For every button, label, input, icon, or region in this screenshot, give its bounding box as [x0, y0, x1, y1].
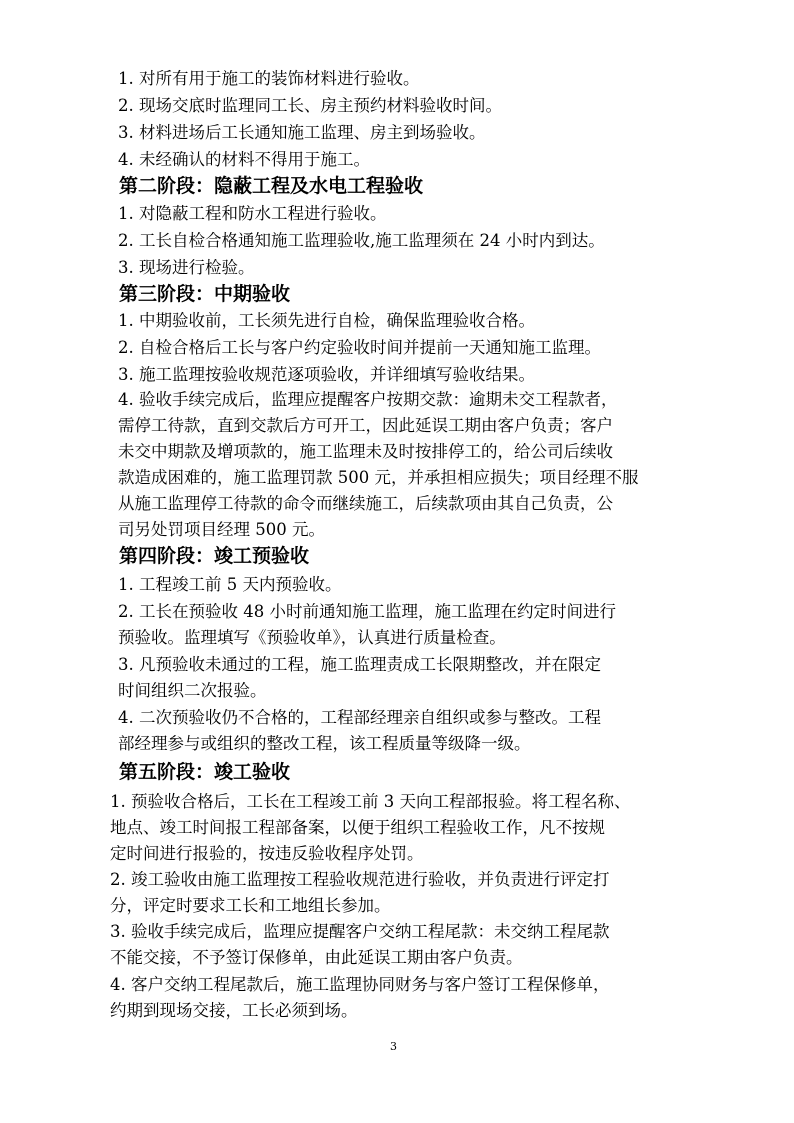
- list-item: 2. 工长在预验收 48 小时前通知施工监理，施工监理在约定时间进行: [118, 602, 616, 621]
- list-item: 2. 自检合格后工长与客户约定验收时间并提前一天通知施工监理。: [118, 338, 601, 357]
- paragraph-line: 约期到现场交接，工长必须到场。: [110, 1001, 358, 1020]
- paragraph-line: 定时间进行报验的，按违反验收程序处罚。: [110, 844, 424, 863]
- list-item: 1. 中期验收前，工长须先进行自检，确保监理验收合格。: [118, 311, 535, 330]
- list-item: 4. 二次预验收仍不合格的，工程部经理亲自组织或参与整改。工程: [118, 708, 601, 727]
- paragraph-line: 部经理参与或组织的整改工程，该工程质量等级降一级。: [118, 734, 531, 753]
- section-heading-stage3: 第三阶段：中期验收: [119, 283, 291, 305]
- list-item: 2. 竣工验收由施工监理按工程验收规范进行验收，并负责进行评定打: [110, 870, 610, 889]
- paragraph-line: 时间组织二次报验。: [118, 681, 267, 700]
- page-number: 3: [390, 1040, 397, 1053]
- list-item: 4. 客户交纳工程尾款后，施工监理协同财务与客户签订工程保修单，: [110, 975, 610, 994]
- list-item: 3. 施工监理按验收规范逐项验收，并详细填写验收结果。: [118, 365, 535, 384]
- paragraph-line: 需停工待款，直到交款后方可开工，因此延误工期由客户负责；客户: [118, 416, 613, 435]
- paragraph-line: 分，评定时要求工长和工地组长参加。: [110, 896, 391, 915]
- paragraph-line: 款造成困难的，施工监理罚款 500 元，并承担相应损失；项目经理不服: [118, 468, 639, 487]
- section-heading-stage2: 第二阶段：隐蔽工程及水电工程验收: [119, 175, 424, 197]
- paragraph-line: 从施工监理停工待款的命令而继续施工，后续款项由其自己负责，公: [118, 494, 613, 513]
- list-item: 2. 工长自检合格通知施工监理验收,施工监理须在 24 小时内到达。: [118, 231, 605, 250]
- section-heading-stage5: 第五阶段：竣工验收: [119, 761, 291, 783]
- paragraph-line: 不能交接，不予签订保修单，由此延误工期由客户负责。: [110, 948, 523, 967]
- list-item: 3. 现场进行检验。: [118, 258, 255, 277]
- list-item: 2. 现场交底时监理同工长、房主预约材料验收时间。: [118, 96, 502, 115]
- paragraph-line: 未交中期款及增项款的，施工监理未及时按排停工的，给公司后续收: [118, 442, 613, 461]
- list-item: 3. 材料进场后工长通知施工监理、房主到场验收。: [118, 123, 486, 142]
- list-item: 1. 预验收合格后，工长在工程竣工前 3 天向工程部报验。将工程名称、: [110, 792, 631, 811]
- list-item: 3. 验收手续完成后，监理应提醒客户交纳工程尾款：未交纳工程尾款: [110, 922, 610, 941]
- list-item: 3. 凡预验收未通过的工程，施工监理责成工长限期整改，并在限定: [118, 655, 601, 674]
- paragraph-line: 预验收。监理填写《预验收单》，认真进行质量检查。: [118, 628, 506, 647]
- list-item: 1. 工程竣工前 5 天内预验收。: [118, 575, 342, 594]
- list-item: 4. 未经确认的材料不得用于施工。: [118, 150, 370, 169]
- list-item: 4. 验收手续完成后，监理应提醒客户按期交款：逾期未交工程款者，: [118, 390, 618, 409]
- list-item: 1. 对所有用于施工的装饰材料进行验收。: [118, 69, 420, 88]
- paragraph-line: 司另处罚项目经理 500 元。: [118, 520, 325, 539]
- paragraph-line: 地点、竣工时间报工程部备案，以便于组织工程验收工作，凡不按规: [110, 818, 605, 837]
- list-item: 1. 对隐蔽工程和防水工程进行验收。: [118, 204, 387, 223]
- section-heading-stage4: 第四阶段：竣工预验收: [119, 545, 310, 567]
